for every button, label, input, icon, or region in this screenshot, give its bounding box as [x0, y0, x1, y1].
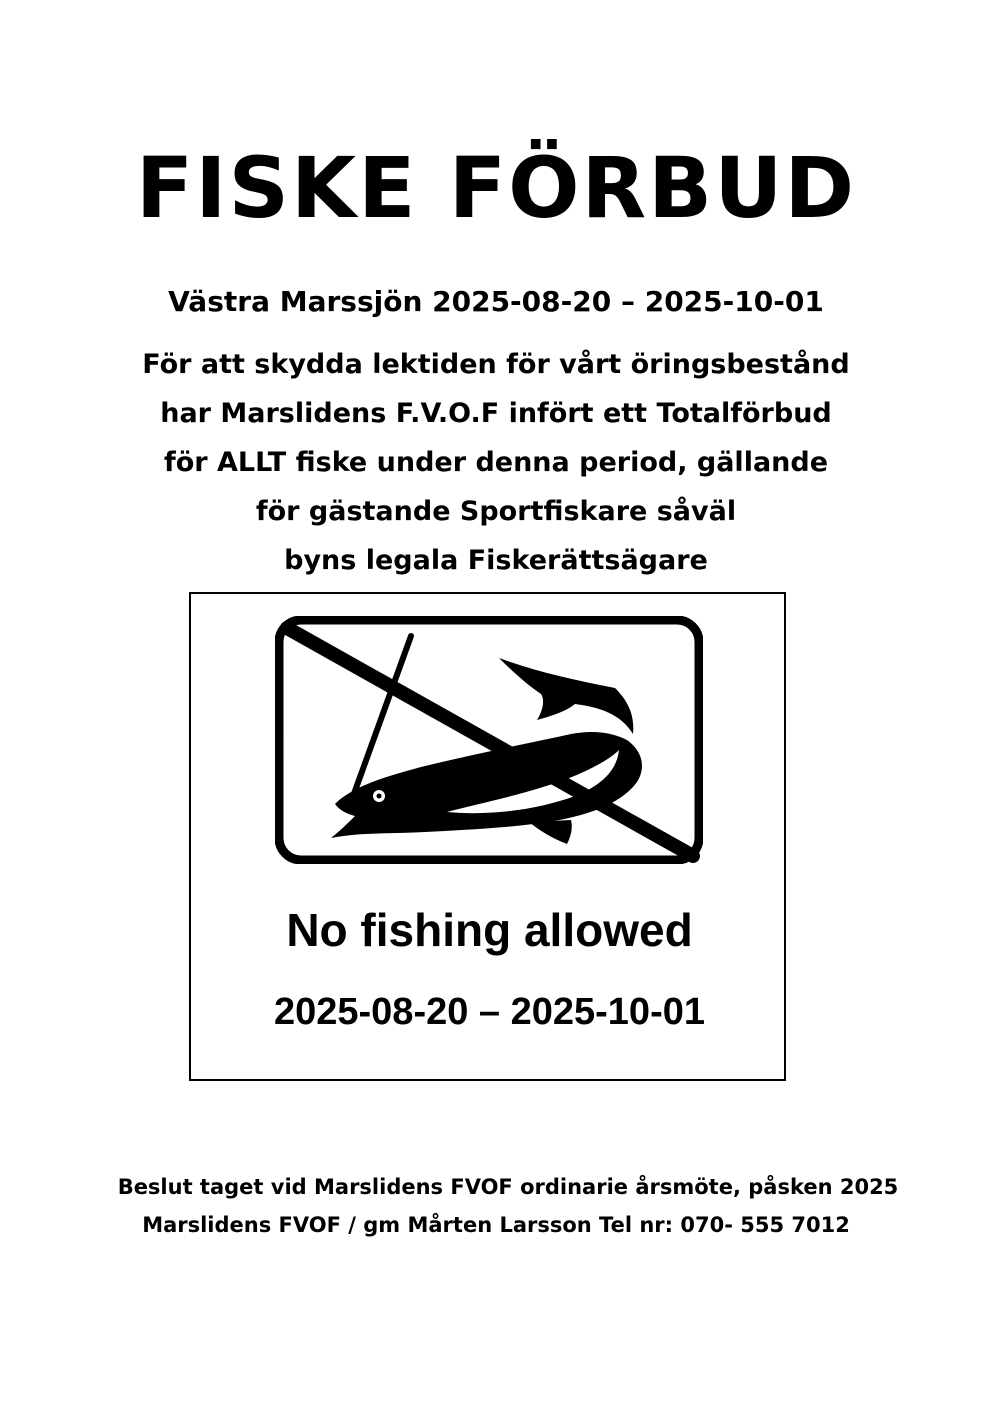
- location-and-period: Västra Marssjön 2025-08-20 – 2025-10-01: [168, 285, 824, 318]
- sign-caption: No fishing allowed: [286, 904, 693, 956]
- no-fishing-sign: [189, 592, 786, 1081]
- notice-line: För att skydda lektiden för vårt öringsbestånd: [142, 349, 850, 380]
- notice-line: för gästande Sportfiskare såväl: [255, 496, 737, 527]
- notice-line: byns legala Fiskerättsägare: [284, 545, 708, 576]
- page-title: FISKE FÖRBUD: [135, 139, 857, 237]
- no-fishing-icon: [275, 616, 703, 864]
- notice-line: för ALLT fiske under denna period, gällande: [163, 447, 829, 478]
- sign-dates: 2025-08-20 – 2025-10-01: [273, 991, 705, 1033]
- contact-info: Marslidens FVOF / gm Mårten Larsson Tel nr: 070- 555 7012: [142, 1213, 850, 1237]
- notice-text: [0, 340, 992, 585]
- notice-line: har Marslidens F.V.O.F infört ett Totalförbud: [160, 398, 832, 429]
- decision-note: Beslut taget vid Marslidens FVOF ordinarie årsmöte, påsken 2025: [117, 1175, 899, 1199]
